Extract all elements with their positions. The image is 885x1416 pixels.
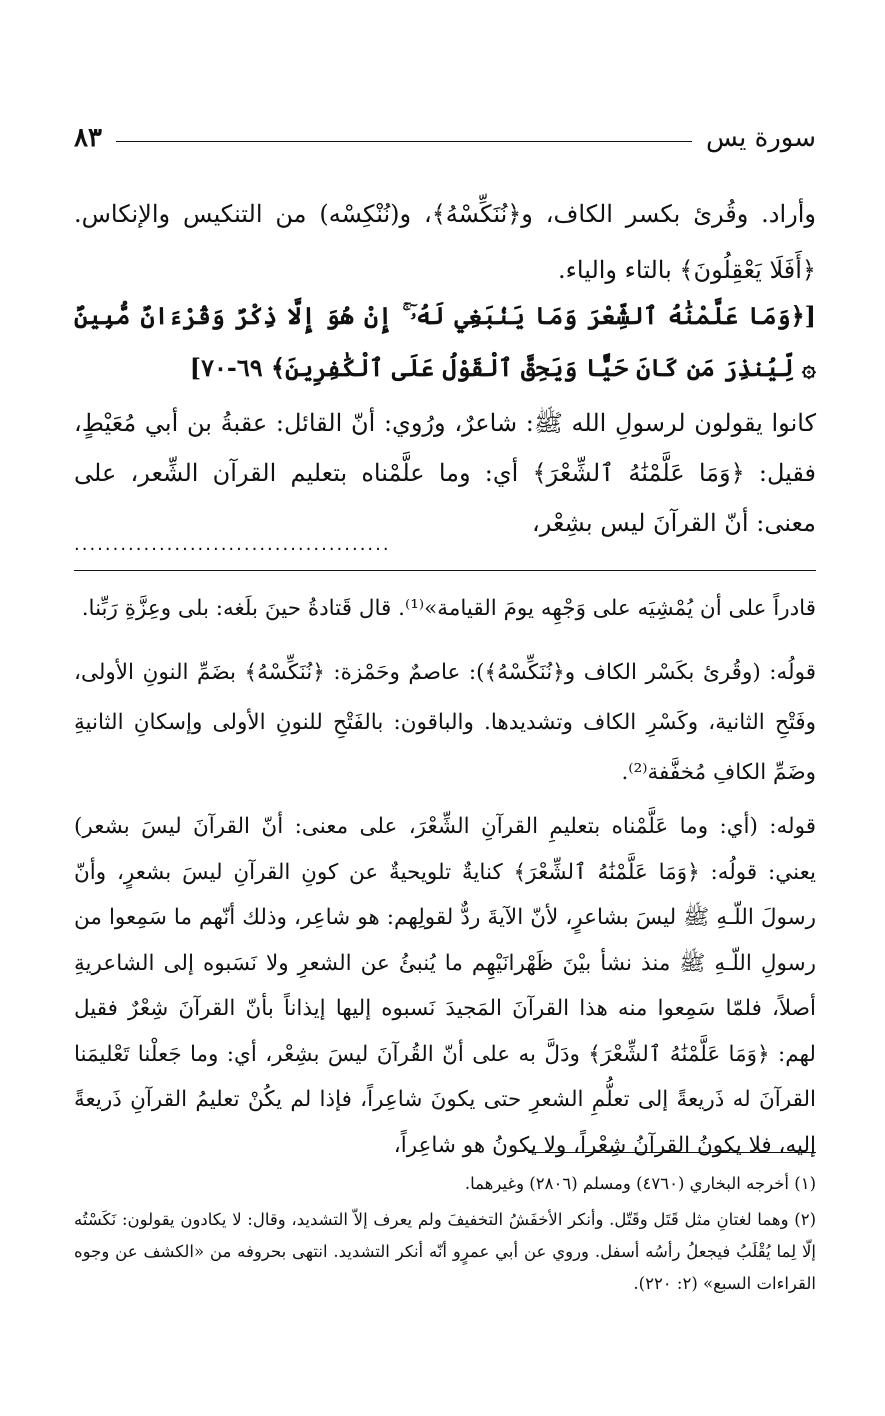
page-number: ٨٣ bbox=[74, 123, 102, 153]
page-header bbox=[74, 118, 816, 158]
commentary-paragraph-1: قادراً على أن يُمْشِيَه على وَجْهِه يومَ القيامة»⁽¹⁾. قال قَتادةُ حينَ بلَغه: بلى وعِزَّةِ رَبِّنا. bbox=[81, 596, 816, 621]
commentary-paragraph-3: قوله: (أي: وما عَلَّمْناه بتعليمِ القرآنِ الشِّعْرَ، على معنى: أنّ القرآنَ ليسَ بشعر) يعني: قولُه: ﴿وَمَا عَلَّمْنَٰهُ ٱلشِّعْرَ﴾ كنايةٌ تلويحيةٌ عن كونِ القرآنِ ليسَ بشعرٍ، وأنّ رسولَ اللّـهِ ﷺ ليسَ بشاعرٍ، لأنّ الآيةَ ردٌّ لقولِهم: هو شاعِر، وذلك أنّهم ما سَمِعوا من رسولِ اللّـهِ ﷺ منذ نشأ بيْنَ ظَهْرانَيْهِم ما يُنبئُ عن الشعرِ ولا نَسَبوه إلى الشاعريةِ أصلاً، فلمّا سَمِعوا منه هذا القرآنَ المَجيدَ نَسبوه إليها إيذاناً بأنّ القرآنَ شِعْرٌ فقيل لهم: ﴿وَمَا عَلَّمْنَٰهُ ٱلشِّعْرَ﴾ ودَلَّ به على أنّ القُرآنَ ليسَ بشِعْر، أي: وما جَعلْنا تَعْليمَنا القرآنَ له ذَريعةً إلى تعلُّمِ الشعرِ حتى يكونَ شاعِراً، فإذا لم يكُنْ تعليمُ القرآنِ ذَريعةً إليه، فلا يكونُ القرآنُ شِعْراً، ولا يكونُ هو شاعِراً، bbox=[74, 814, 816, 1158]
continuation-dots: ......................................... bbox=[74, 534, 391, 555]
footnote-separator bbox=[528, 1152, 816, 1153]
matn-paragraph-2: كانوا يقولون لرسولِ الله ﷺ: شاعرٌ، ورُوي: أنّ القائل: عقبةُ بن أبي مُعَيْطٍ، فقيل: ﴿وَمَا عَلَّمْنَٰهُ ٱلشِّعْرَ﴾ أي: وما علَّمْناه بتعليم القرآن الشِّعر، على معنى: أنّ القرآنَ ليس بشِعْر، bbox=[74, 409, 816, 537]
footnote-2: (٢) وهما لغتانِ مثل قَتَل وقَتّل. وأنكر الأخفَشُ التخفيفَ ولم يعرف إلاّ التشديد، وقال: لا يكادون يقولون: نَكَسْتُه إلّا لِما يُقْلَبُ فيجعلُ رأسُه أسفل. وروي عن أبي عمرٍو أنّه أنكر التشديد. انتهى بحروفه من «الكشف عن وجوه القراءات السبع» (٢: ٢٢٠). bbox=[74, 1210, 816, 1293]
header-rule bbox=[116, 141, 692, 142]
quran-verse: [﴿وَمَا عَلَّمْنَٰهُ ٱلشِّعْرَ وَمَا يَنۢبَغِي لَهُۥٓ ۚ إِنْ هُوَ إِلَّا ذِكْرٌ وَقُرْءَانٌ مُّبِينٌ ۞ لِّيُنذِرَ مَن كَانَ حَيًّا وَيَحِقَّ ٱلْقَوْلُ عَلَى ٱلْكَٰفِرِينَ﴾ ٦٩-٧٠] bbox=[74, 301, 816, 382]
footnote-1: (١) أخرجه البخاري (٤٧٦٠) ومسلم (٢٨٠٦) وغيرهما. bbox=[464, 1174, 816, 1193]
matn-paragraph-1: وأراد. وقُرئ بكسر الكاف، و﴿نُنَكِّسْهُ﴾، و(نُنْكِسْه) من التنكيس والإنكاس. ﴿أَفَلَا يَعْقِلُونَ﴾ بالتاء والياء. bbox=[74, 200, 816, 284]
commentary-paragraph-2: قولُه: (وقُرئ بكَسْر الكاف و﴿نُنَكِّسْهُ﴾): عاصمٌ وحَمْزة: ﴿نُنَكِّسْهُ﴾ بضَمِّ النونِ الأولى، وفَتْحِ الثانية، وكَسْرِ الكاف وتشديدها. والباقون: بالفَتْحِ للنونِ الأولى وإسكانِ الثانيةِ وضَمِّ الكافِ مُخفَّفة⁽²⁾. bbox=[74, 660, 816, 785]
section-separator bbox=[74, 570, 816, 571]
surah-title: سورة يس bbox=[705, 123, 816, 153]
